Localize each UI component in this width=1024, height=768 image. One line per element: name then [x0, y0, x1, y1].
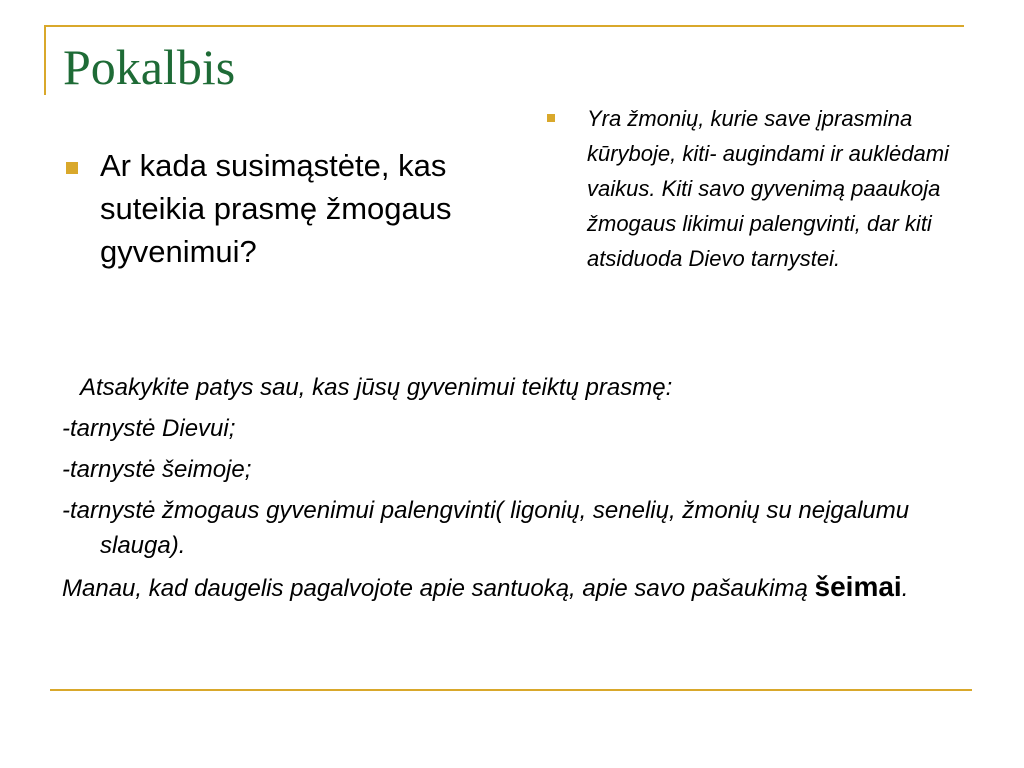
answers-lead: Atsakykite patys sau, kas jūsų gyvenimui teiktų prasmę: — [80, 374, 673, 401]
closing-paragraph — [62, 569, 962, 606]
left-bullet-item — [66, 144, 491, 273]
top-border-line — [44, 25, 964, 27]
left-border-line — [44, 25, 46, 95]
answer-item: -tarnystė Dievui; — [62, 415, 236, 442]
bottom-border-line — [50, 689, 972, 691]
closing-end: . — [901, 575, 909, 602]
square-bullet-icon — [547, 114, 555, 122]
right-bullet-text: Yra žmonių, kurie save įprasmina kūryboje, kiti- augindami ir auklėdami vaikus. Kiti savo gyvenimą paaukoja žmogaus likimui palengvinti, dar kiti atsiduoda Dievo tarnystei. — [587, 106, 949, 271]
closing-emphasis: šeimai — [814, 571, 902, 602]
slide-title: Pokalbis — [63, 39, 236, 95]
answer-item: -tarnystė šeimoje; — [62, 456, 252, 483]
answers-block — [62, 370, 962, 612]
closing-text: Manau, kad daugelis pagalvojote apie santuoką, apie savo pašaukimą — [62, 575, 815, 602]
answer-item: -tarnystė žmogaus gyvenimui palengvinti( ligonių, senelių, žmonių su neįgalumu slauga). — [62, 497, 910, 559]
square-bullet-icon — [66, 162, 78, 174]
left-bullet-text: Ar kada susimąstėte, kas suteikia prasmę žmogaus gyvenimui? — [100, 148, 452, 269]
right-bullet-item — [547, 101, 987, 276]
